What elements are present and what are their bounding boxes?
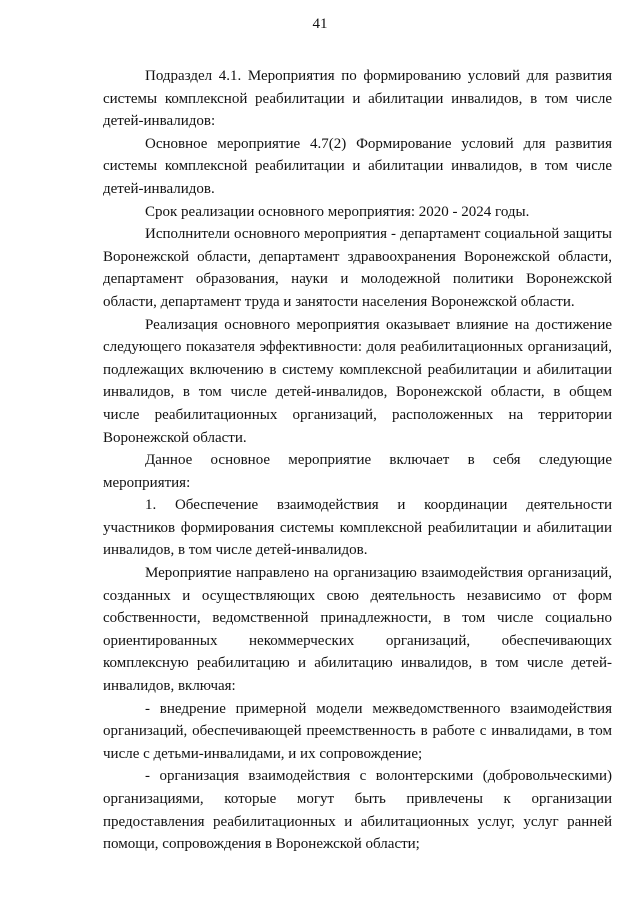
activity-1-paragraph: 1. Обеспечение взаимодействия и координации деятельности участников формирования системы комплексной реабилитации и абилитации инвалидов, в том числе детей-инвалидов.: [103, 497, 612, 559]
page-number: 41: [312, 16, 328, 32]
body-text: [103, 65, 612, 856]
includes-paragraph: Данное основное мероприятие включает в себя следующие мероприятия:: [103, 452, 612, 491]
main-activity-paragraph: Основное мероприятие 4.7(2) Формирование условий для развития системы комплексной реабилитации и абилитации инвалидов, в том числе детей-инвалидов.: [103, 135, 612, 197]
term-paragraph: Срок реализации основного мероприятия: 2020 - 2024 годы.: [145, 203, 530, 220]
effectiveness-paragraph: Реализация основного мероприятия оказывает влияние на достижение следующего показателя эффективности: доля реабилитационных организаций, подлежащих включению в систему комплексной реабилитации и абилитации инвалидов, в том числе детей-инвалидов, Воронежской области, в общем числе реабилитационных организаций, расположенных на территории Воронежской области.: [103, 316, 612, 446]
list-item-volunteers-paragraph: - организация взаимодействия с волонтерскими (добровольческими) организациями, которые могут быть привлечены к организации предоставления реабилитационных и абилитационных услуг, услуг ранней помощи, сопровождения в Воронежской области;: [103, 768, 612, 853]
activity-direction-paragraph: Мероприятие направлено на организацию взаимодействия организаций, созданных и осуществляющих свою деятельность независимо от форм собственности, ведомственной принадлежности, в том числе социально ориентированных некоммерческих организаций, обеспечивающих комплексную реабилитацию и абилитацию инвалидов, в том числе детей-инвалидов, включая:: [103, 565, 612, 695]
list-item-model-paragraph: - внедрение примерной модели межведомственного взаимодействия организаций, обеспечивающей преемственность в работе с инвалидами, в том числе с детьми-инвалидами, и их сопровождение;: [103, 700, 612, 762]
subsection-heading-paragraph: Подраздел 4.1. Мероприятия по формированию условий для развития системы комплексной реабилитации и абилитации инвалидов, в том числе детей-инвалидов:: [103, 68, 612, 130]
executors-paragraph: Исполнители основного мероприятия - департамент социальной защиты Воронежской области, департамент здравоохранения Воронежской области, департамент образования, науки и молодежной политики Воронежской области, департамент труда и занятости населения Воронежской области.: [103, 226, 612, 310]
